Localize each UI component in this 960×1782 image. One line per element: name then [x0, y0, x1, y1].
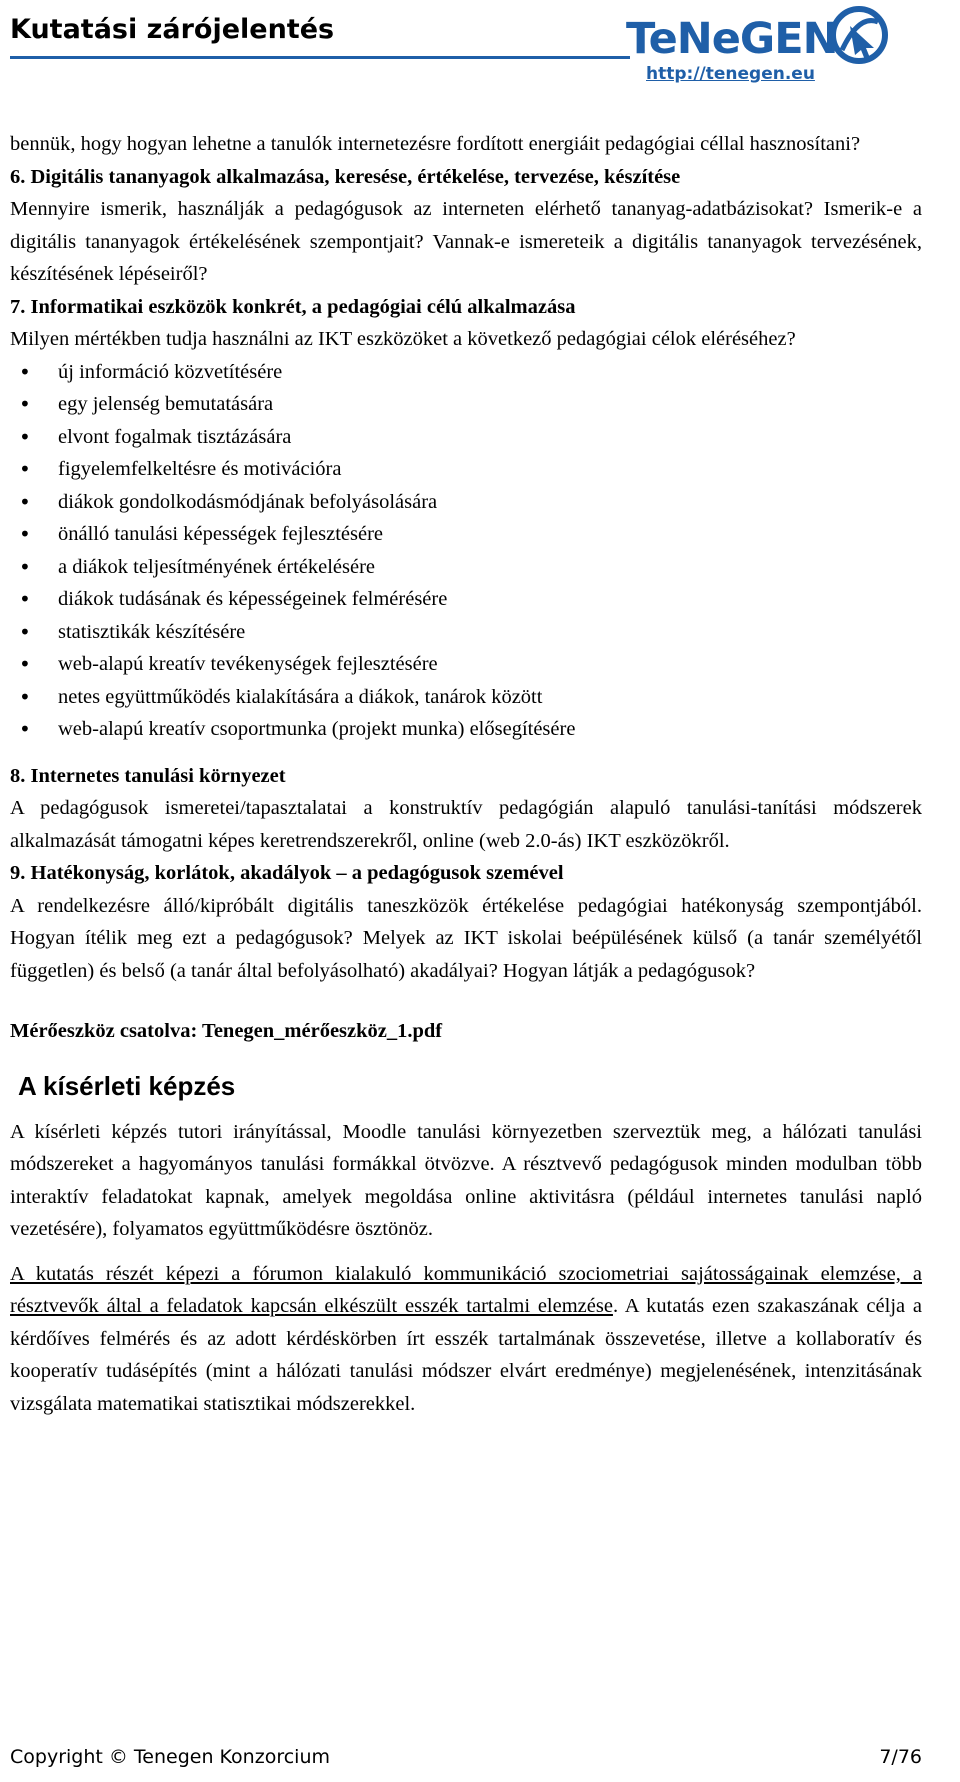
logo-wordmark: TeNeGEN — [626, 14, 838, 64]
page-number: 7/76 — [879, 1746, 922, 1768]
paragraph-training: A kísérleti képzés tutori irányítással, Moodle tanulási környezetben szerveztük meg, a hálózati tanulási módszereket a hagyományos tanulási formákkal ötvözve. A résztvevő pedagógusok minden modulban több interaktív feladatokat kapnak, amelyek megoldása online aktivitásra (például internetes tanulási napló vezetésére), folyamatos együttműködésre ösztönöz. — [10, 1120, 922, 1240]
logo-url-link[interactable]: http://tenegen.eu — [646, 64, 815, 84]
list-item: • új információ közvetítésére — [58, 356, 922, 389]
report-title: Kutatási zárójelentés — [10, 14, 335, 45]
tenegen-logo — [618, 4, 888, 88]
paragraph-research-rest: . A kutatás ezen szakaszának célja a kérdőíves felmérés és az adott kérdéskörben írt esszék tartalmának összevetése, illetve a kollaboratív és kooperatív tudásépítés (mint a hálózati tanulási módszer elvárt eredménye) megjelenésének, intenzitásának vizsgálata matematikai statisztikai módszerekkel. — [10, 1295, 922, 1415]
underlined-text: A kutatás részét képezi a fórumon kialakuló kommunikáció szociometriai sajátosságainak elemzése, a résztvevők által a feladatok kapcsán elkészült esszék tartalmi elemzése — [10, 1262, 922, 1317]
paragraph-9: A rendelkezésre álló/kipróbált digitális taneszközök értékelése pedagógiai hatékonyság szempontjából. Hogyan ítélik meg ezt a pedagógusok? Melyek az IKT iskolai beépülésének külső (a tanár személyétől független) és belső (a tanár által befolyásolható) akadályai? Hogyan látják a pedagógusok? — [10, 894, 922, 982]
header-rule — [10, 56, 630, 59]
list-item: • diákok tudásának és képességeinek felmérésére — [58, 583, 922, 616]
list-item: • önálló tanulási képességek fejlesztésére — [58, 518, 922, 551]
list-item: • diákok gondolkodásmódjának befolyásolására — [58, 486, 922, 519]
list-item: • netes együttműködés kialakítására a diákok, tanárok között — [58, 681, 922, 714]
globe-cursor-icon — [828, 4, 890, 66]
list-item: • figyelemfelkeltésre és motivációra — [58, 453, 922, 486]
list-item: • egy jelenség bemutatására — [58, 388, 922, 421]
section-heading: A kísérleti képzés — [18, 1070, 236, 1101]
paragraph-8: A pedagógusok ismeretei/tapasztalatai a konstruktív pedagógián alapuló tanulási-tanítási módszerek alkalmazását támogatni képes keretrendszerekről, online (web 2.0-ás) IKT eszközökről. — [10, 797, 922, 852]
paragraph-6: Mennyire ismerik, használják a pedagógusok az interneten elérhető tananyag-adatbázisokat? Ismerik-e a digitális tananyagok értékelésének szempontjait? Vannak-e ismereteik a digitális tananyagok tervezésének, készítésének lépéseiről? — [10, 198, 922, 285]
list-item: • elvont fogalmak tisztázására — [58, 421, 922, 454]
heading-8: 8. Internetes tanulási környezet — [10, 764, 286, 787]
document-body — [10, 128, 922, 1420]
list-item: • web-alapú kreatív tevékenységek fejlesztésére — [58, 648, 922, 681]
heading-6: 6. Digitális tananyagok alkalmazása, keresése, értékelése, tervezése, készítése — [10, 165, 681, 188]
paragraph-7: Milyen mértékben tudja használni az IKT eszközöket a következő pedagógiai célok eléréséhez? — [10, 328, 796, 350]
copyright-text: Copyright © Tenegen Konzorcium — [10, 1746, 330, 1768]
page-header — [0, 0, 960, 92]
heading-7: 7. Informatikai eszközök konkrét, a pedagógiai célú alkalmazása — [10, 295, 576, 318]
paragraph-research — [10, 1258, 922, 1421]
heading-9: 9. Hatékonyság, korlátok, akadályok – a pedagógusok szemével — [10, 862, 564, 884]
list-item: • a diákok teljesítményének értékelésére — [58, 551, 922, 584]
list-item: • statisztikák készítésére — [58, 616, 922, 649]
list-item: • web-alapú kreatív csoportmunka (projekt munka) elősegítésére — [58, 713, 922, 746]
attachment-note: Mérőeszköz csatolva: Tenegen_mérőeszköz_1.pdf — [10, 1020, 443, 1042]
bullet-list — [10, 356, 922, 746]
paragraph-intro: bennük, hogy hogyan lehetne a tanulók internetezésre fordított energiáit pedagógiai céllal hasznosítani? — [10, 133, 861, 155]
